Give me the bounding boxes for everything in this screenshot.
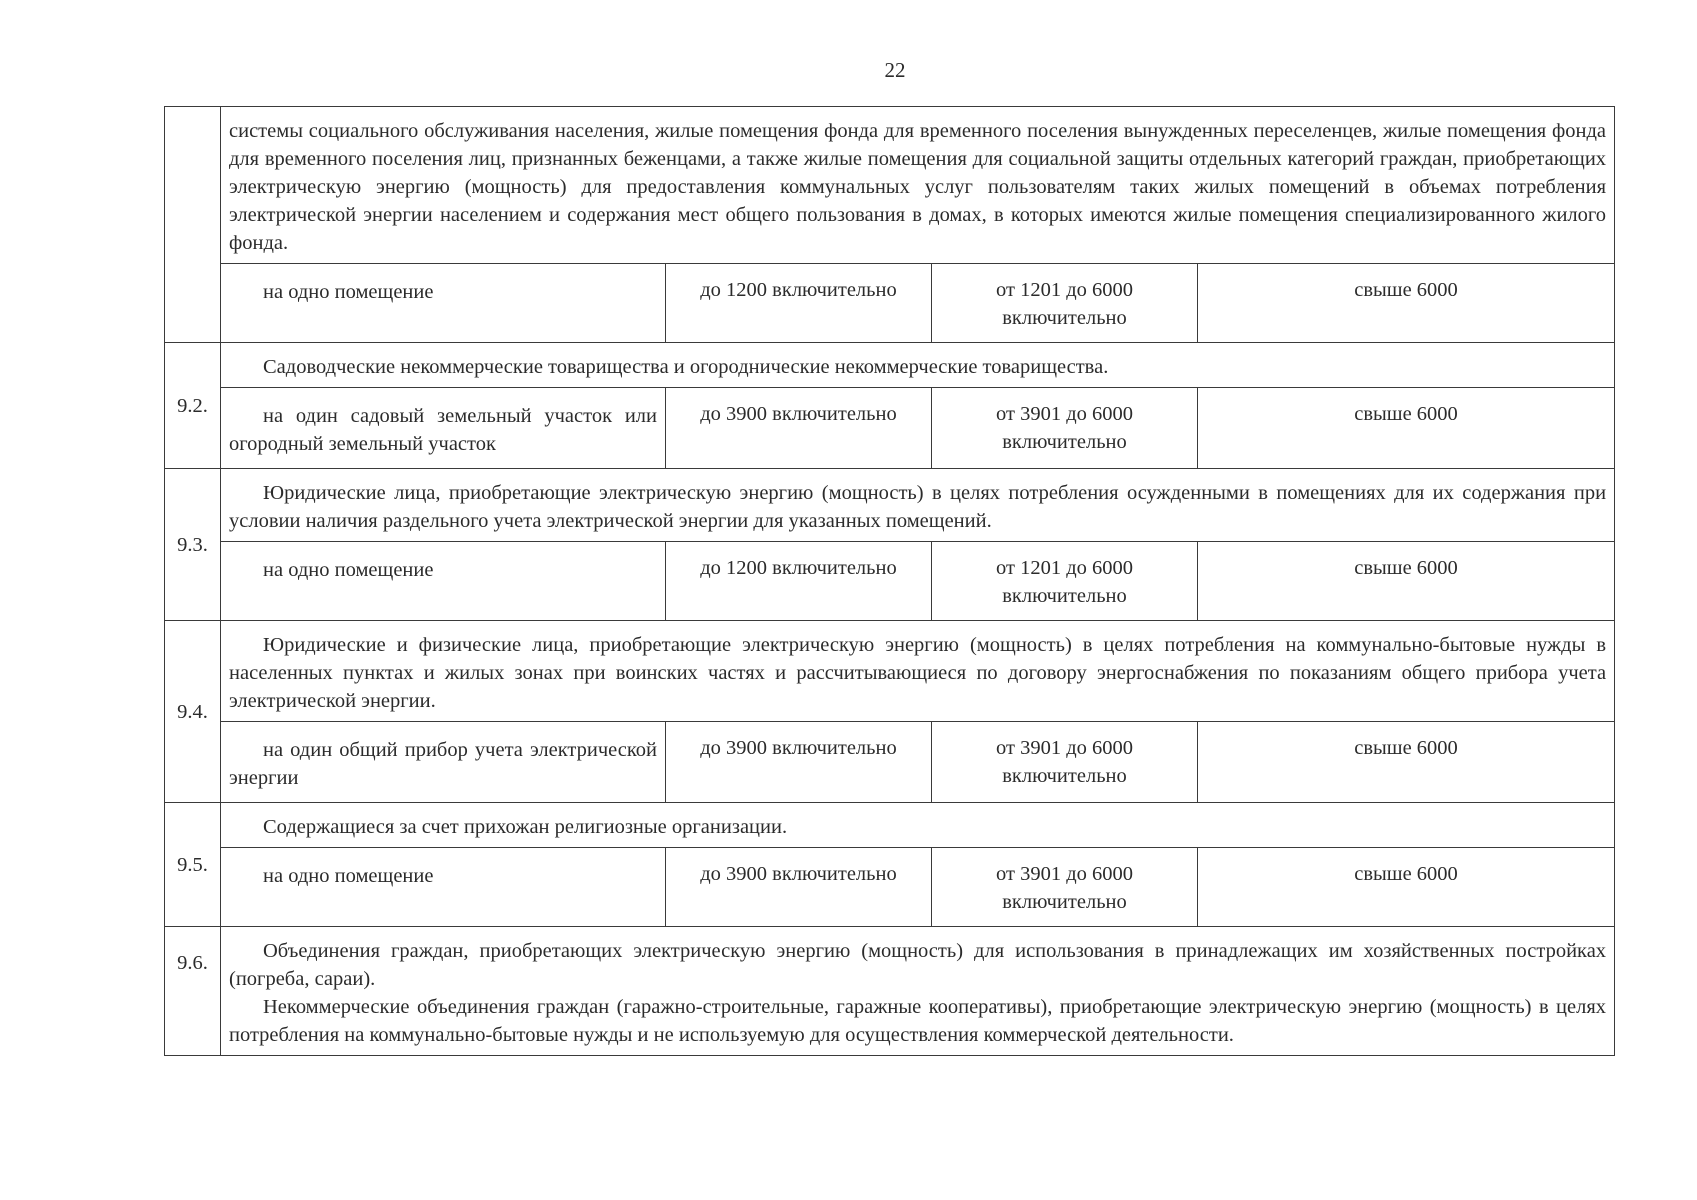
table-row	[165, 469, 1615, 542]
range-high: свыше 6000	[1198, 848, 1615, 927]
range-low: до 3900 включительно	[666, 848, 932, 927]
range-mid: от 1201 до 6000 включительно	[932, 542, 1198, 621]
tariff-table	[164, 106, 1615, 1056]
table-row	[165, 542, 1615, 621]
unit-label: на один общий прибор учета электрической энергии	[221, 722, 666, 803]
row-description: Юридические и физические лица, приобретающие электрическую энергию (мощность) в целях потребления на коммунально-бытовые нужды в населенных пунктах и жилых зонах при воинских частях и рассчитывающиеся по договору энергоснабжения по показаниям общего прибора учета электрической энергии.	[221, 621, 1615, 722]
unit-label: на один садовый земельный участок или огородный земельный участок	[221, 388, 666, 469]
range-high: свыше 6000	[1198, 542, 1615, 621]
table-row	[165, 388, 1615, 469]
range-low: до 3900 включительно	[666, 388, 932, 469]
row-number: 9.5.	[165, 803, 221, 927]
table-row	[165, 927, 1615, 1056]
range-mid: от 3901 до 6000 включительно	[932, 388, 1198, 469]
row-number: 9.6.	[165, 927, 221, 1056]
range-low: до 1200 включительно	[666, 264, 932, 343]
row-description: Садоводческие некоммерческие товарищества и огороднические некоммерческие товарищества.	[221, 343, 1615, 388]
unit-label: на одно помещение	[221, 542, 666, 621]
table-row	[165, 621, 1615, 722]
table-row	[165, 848, 1615, 927]
range-mid: от 3901 до 6000 включительно	[932, 722, 1198, 803]
page-number: 22	[884, 58, 906, 82]
table-row	[165, 264, 1615, 343]
unit-label: на одно помещение	[221, 264, 666, 343]
range-high: свыше 6000	[1198, 388, 1615, 469]
range-high: свыше 6000	[1198, 264, 1615, 343]
row-number-cell	[165, 107, 221, 343]
range-mid: от 1201 до 6000 включительно	[932, 264, 1198, 343]
unit-label: на одно помещение	[221, 848, 666, 927]
paragraph: Некоммерческие объединения граждан (гаражно-строительные, гаражные кооперативы), приобретающие электрическую энергию (мощность) в целях потребления на коммунально-бытовые нужды и не используемую для осуществления коммерческой деятельности.	[229, 996, 1607, 1046]
row-description: системы социального обслуживания населения, жилые помещения фонда для временного поселения вынужденных переселенцев, жилые помещения фонда для временного поселения лиц, признанных беженцами, а также жилые помещения для социальной защиты отдельных категорий граждан, приобретающих электрическую энергию (мощность) для предоставления коммунальных услуг пользователям таких жилых помещений в объемах потребления электрической энергии населением и содержания мест общего пользования в домах, в которых имеются жилые помещения специализированного жилого фонда.	[221, 107, 1615, 264]
paragraph: Объединения граждан, приобретающих электрическую энергию (мощность) для использования в принадлежащих им хозяйственных постройках (погреба, сараи).	[229, 940, 1607, 990]
row-number: 9.3.	[165, 469, 221, 621]
table-row	[165, 343, 1615, 388]
table-row	[165, 803, 1615, 848]
range-low: до 3900 включительно	[666, 722, 932, 803]
range-low: до 1200 включительно	[666, 542, 932, 621]
table-row	[165, 107, 1615, 264]
range-high: свыше 6000	[1198, 722, 1615, 803]
row-number: 9.2.	[165, 343, 221, 469]
row-description: Юридические лица, приобретающие электрическую энергию (мощность) в целях потребления осужденными в помещениях для их содержания при условии наличия раздельного учета электрической энергии для указанных помещений.	[221, 469, 1615, 542]
table-row	[165, 722, 1615, 803]
row-number: 9.4.	[165, 621, 221, 803]
row-description	[221, 927, 1615, 1056]
range-mid: от 3901 до 6000 включительно	[932, 848, 1198, 927]
row-description: Содержащиеся за счет прихожан религиозные организации.	[221, 803, 1615, 848]
